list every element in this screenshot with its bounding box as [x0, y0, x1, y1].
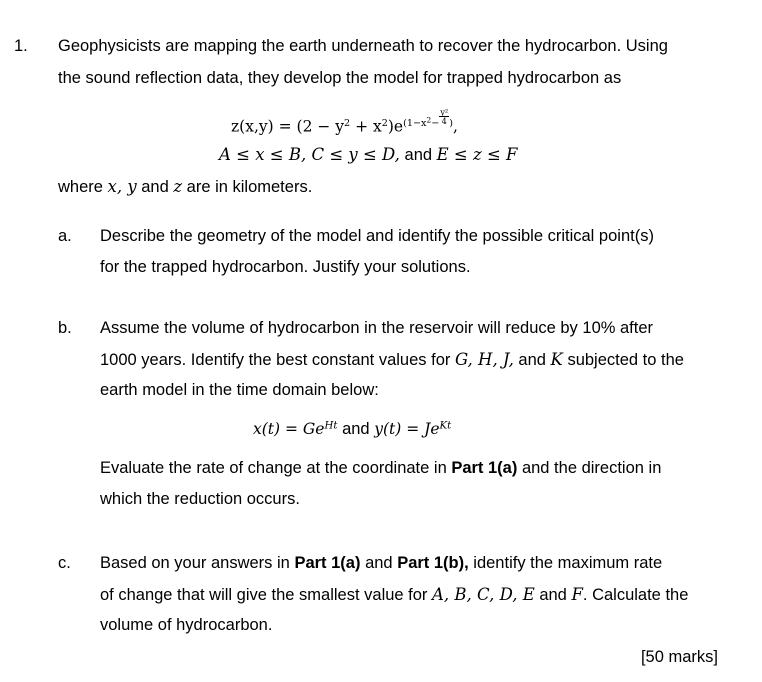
equation-exp-minus: − [431, 118, 440, 130]
part-b-line-4-bold: Part 1(a) [451, 459, 518, 477]
eq-y-t: y(t) = Je [374, 420, 440, 438]
part-b-label: b. [58, 319, 72, 337]
where-z: z [173, 177, 183, 196]
equation-lhs: z(x,y) = (2 − y [231, 117, 345, 136]
where-line [58, 177, 312, 197]
part-a-line-1: Describe the geometry of the model and identify the possible critical point(s) [100, 227, 654, 245]
part-c-line-2 [100, 585, 688, 605]
part-a-line-2: for the trapped hydrocarbon. Justify your solutions. [100, 258, 471, 276]
part-b-line-2 [100, 350, 684, 370]
part-c-line-1-bold-2: Part 1(b), [397, 554, 469, 572]
constraints-line [219, 145, 517, 165]
part-c-line-3: volume of hydrocarbon. [100, 616, 273, 634]
part-b-line-2-vars: G, H, J, [454, 350, 514, 369]
part-c-line-1-and: and [360, 554, 398, 572]
part-c-line-1-suffix: identify the maximum rate [468, 554, 663, 572]
fraction-denominator: 4 [441, 116, 447, 127]
part-c-label: c. [58, 554, 71, 572]
equation-exp-square: 2 [426, 115, 432, 125]
question-number: 1. [14, 37, 28, 55]
model-equation [231, 108, 458, 135]
part-c-line-2-f: F [571, 585, 583, 604]
part-b-line-3: earth model in the time domain below: [100, 381, 379, 399]
part-c-line-2-prefix: of change that will give the smallest value for [100, 586, 433, 604]
eq-y-exp: Kt [439, 420, 452, 432]
part-a-label: a. [58, 227, 72, 245]
part-b-time-equation [253, 420, 451, 439]
part-c-line-2-suffix: . Calculate the [582, 586, 689, 604]
equation-comma: , [452, 117, 458, 136]
constraints-part-2: E ≤ z ≤ F [436, 145, 518, 164]
equation-exp-prefix: (1−x [403, 118, 427, 130]
intro-line-2: the sound reflection data, they develop the model for trapped hydrocarbon as [58, 69, 622, 87]
where-suffix: are in kilometers. [182, 178, 313, 196]
equation-exp-suffix: ) [449, 118, 453, 130]
equation-fraction [439, 108, 449, 125]
part-b-line-2-and: and [513, 351, 551, 369]
where-prefix: where [58, 178, 108, 196]
part-b-line-1: Assume the volume of hydrocarbon in the reservoir will reduce by 10% after [100, 319, 654, 337]
part-b-line-4-prefix: Evaluate the rate of change at the coordinate in [100, 459, 452, 477]
part-b-line-5: which the reduction occurs. [100, 490, 300, 508]
part-c-line-2-and: and [534, 586, 572, 604]
part-c-line-2-vars: A, B, C, D, E [432, 585, 535, 604]
part-b-line-4 [100, 459, 661, 478]
equation-y-square: 2 [344, 118, 351, 130]
where-mid: and [136, 178, 174, 196]
equation-x-square: 2 [381, 118, 388, 130]
part-c-line-1-bold-1: Part 1(a) [294, 554, 361, 572]
constraints-part-1: A ≤ x ≤ B, C ≤ y ≤ D, [219, 145, 400, 164]
part-b-line-4-suffix: and the direction in [517, 459, 662, 477]
fraction-numerator: y² [440, 107, 449, 117]
intro-line-1: Geophysicists are mapping the earth underneath to recover the hydrocarbon. Using [58, 37, 668, 55]
marks-label: [50 marks] [640, 648, 718, 666]
equation-mid: + x [350, 117, 382, 136]
where-vars: x, y [107, 177, 137, 196]
eq-x-exp: Ht [324, 420, 338, 432]
eq-and: and [337, 420, 375, 438]
part-c-line-1-prefix: Based on your answers in [100, 554, 295, 572]
constraints-and: and [399, 146, 437, 164]
equation-exp-base: )e [387, 117, 404, 136]
part-b-line-2-prefix: 1000 years. Identify the best constant values for [100, 351, 455, 369]
eq-x-t: x(t) = Ge [253, 420, 325, 438]
part-b-line-2-k: K [550, 350, 563, 369]
part-c-line-1 [100, 554, 662, 573]
part-b-line-2-suffix: subjected to the [562, 351, 684, 369]
